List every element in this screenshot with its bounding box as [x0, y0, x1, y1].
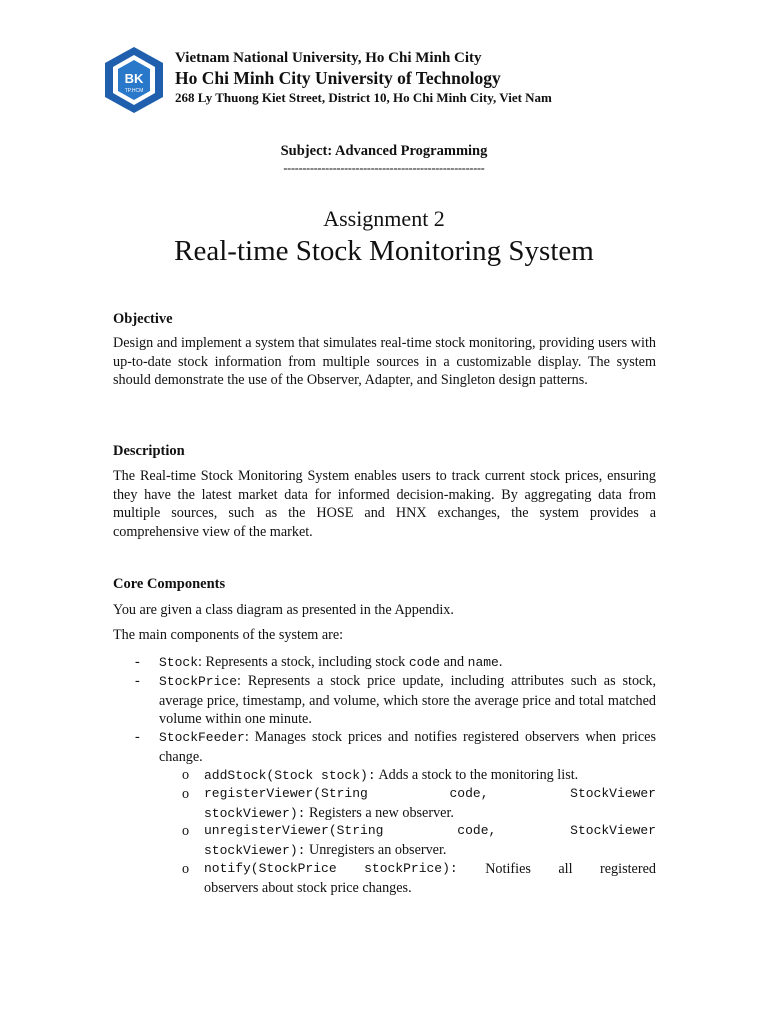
- sub-bullet: o: [182, 861, 190, 877]
- method-item: o notify(StockPrice stockPrice): Notifies all registered observers about stock price changes.: [182, 861, 656, 896]
- objective-text: Design and implement a system that simulates real-time stock monitoring, providing users with up-to-date stock information from multiple sources in a customizable display. The system should demonstrate the use of the Observer, Adapter, and Singleton design patterns.: [113, 335, 656, 389]
- logo-text: BK: [124, 71, 144, 86]
- method-unregisterviewer: unregisterViewer(String: [204, 823, 384, 838]
- class-name-stockfeeder: StockFeeder: [159, 730, 245, 745]
- assignment-number: Assignment 2: [323, 206, 445, 231]
- core-intro-components: The main components of the system are:: [113, 627, 344, 643]
- method-item: o unregisterViewer(String code, StockViewer stockViewer): Unregisters an observer.: [182, 823, 656, 858]
- method-item: o addStock(Stock stock): Adds a stock to the monitoring list.: [182, 767, 579, 783]
- list-item: - StockFeeder: Manages stock prices and notifies registered observers when prices change.: [135, 729, 656, 765]
- core-components-heading: Core Components: [113, 576, 226, 592]
- bullet-dash: -: [135, 654, 140, 670]
- method-addstock: addStock(Stock stock):: [204, 768, 376, 783]
- university-name: Vietnam National University, Ho Chi Minh City: [175, 50, 482, 66]
- university-logo: [103, 46, 165, 114]
- school-address: 268 Ly Thuong Kiet Street, District 10, Ho Chi Minh City, Viet Nam: [175, 90, 552, 105]
- method-registerviewer: registerViewer(String: [204, 786, 368, 801]
- logo-subtext: TP.HCM: [124, 88, 144, 94]
- objective-heading: Objective: [113, 311, 173, 327]
- method-notify: notify(StockPrice: [204, 861, 337, 876]
- sub-bullet: o: [182, 767, 190, 783]
- bullet-dash: -: [135, 673, 140, 689]
- description-text: The Real-time Stock Monitoring System enables users to track current stock prices, ensuring they have the latest market data for informed decision-making. By aggregating data from multiple sources, such as the HOSE and HNX exchanges, the system provides a comprehensive view of the market.: [113, 468, 656, 541]
- bullet-dash: -: [135, 729, 140, 745]
- school-name: Ho Chi Minh City University of Technology: [175, 68, 501, 88]
- header-block: [175, 49, 552, 106]
- subject-line: Subject: Advanced Programming: [280, 143, 488, 159]
- sub-bullet: o: [182, 823, 190, 839]
- separator-line: -----------------------------------------------------: [283, 161, 485, 175]
- document-title: Real-time Stock Monitoring System: [174, 235, 594, 267]
- list-item: - StockPrice: Represents a stock price update, including attributes such as stock, average price, timestamp, and volume, which store the average price and total matched volume within one minute.: [135, 673, 656, 728]
- method-item: o registerViewer(String code, StockViewer stockViewer): Registers a new observer.: [182, 786, 656, 821]
- core-intro-appendix: You are given a class diagram as presented in the Appendix.: [113, 602, 454, 618]
- list-item: - Stock: Represents a stock, including stock code and name.: [135, 654, 503, 670]
- class-name-stock: Stock: [159, 655, 199, 670]
- description-heading: Description: [113, 443, 185, 459]
- sub-bullet: o: [182, 786, 190, 802]
- class-name-stockprice: StockPrice: [159, 674, 238, 689]
